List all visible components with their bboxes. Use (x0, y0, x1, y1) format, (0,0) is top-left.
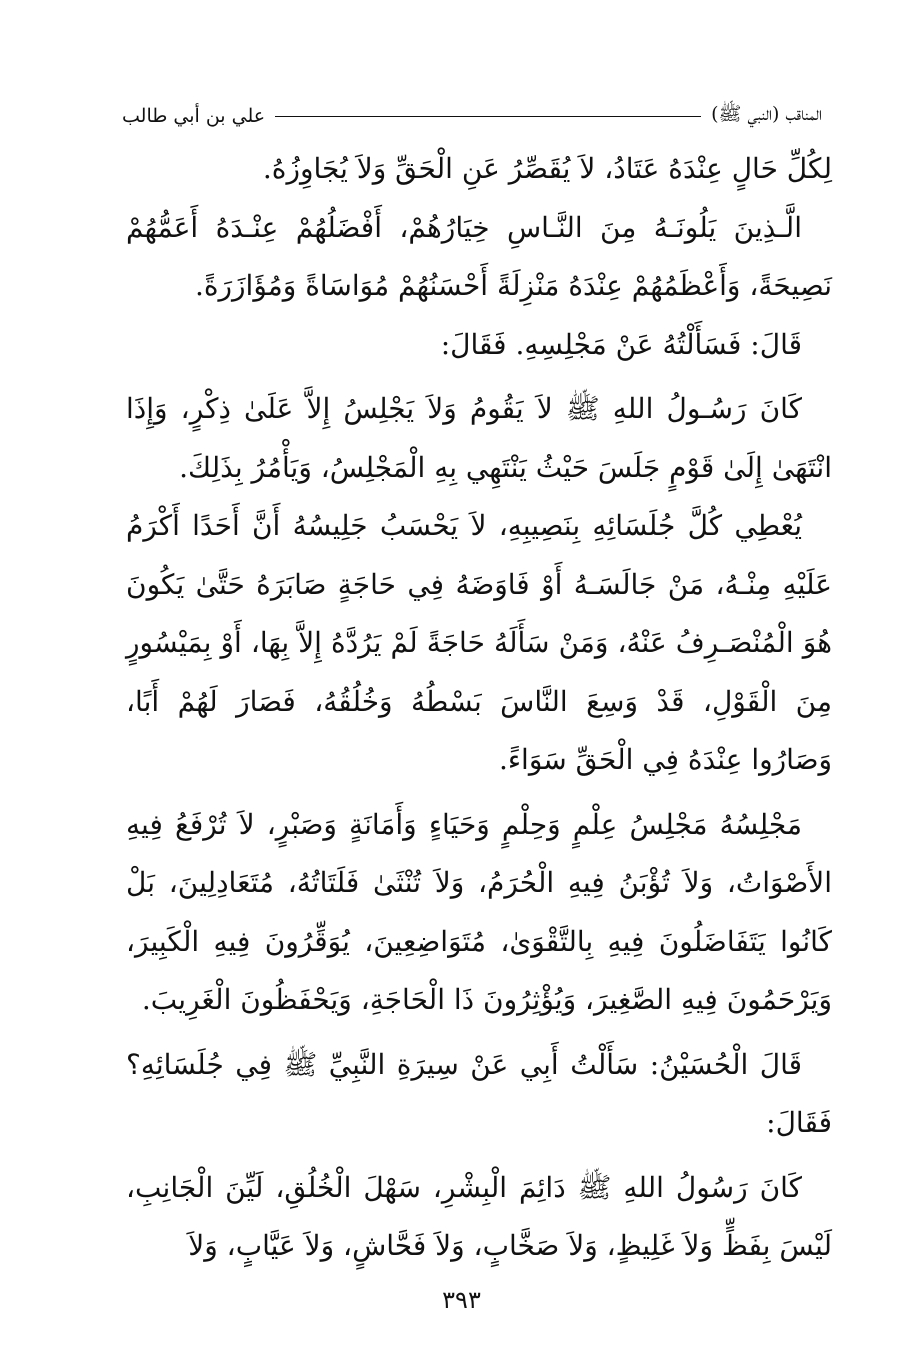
header-rule (275, 116, 701, 117)
page-body (126, 140, 832, 1276)
running-header (122, 96, 822, 136)
header-book-title: علي بن أبي طالب (122, 105, 266, 127)
paragraph: كَانَ رَسُـولُ اللهِ ﷺ لاَ يَقُومُ وَلاَ يَجْلِسُ إِلاَّ عَلَىٰ ذِكْرٍ، وَإِذَا انْتَهَىٰ إِلَىٰ قَوْمٍ جَلَسَ حَيْثُ يَنْتَهِي بِهِ الْمَجْلِسُ، وَيَأْمُرُ بِذَلِكَ. (126, 392, 832, 484)
paragraph: كَانَ رَسُولُ اللهِ ﷺ دَائِمَ الْبِشْرِ، سَهْلَ الْخُلُقِ، لَيِّنَ الْجَانِبِ، لَيْسَ بِفَظٍّ وَلاَ غَلِيظٍ، وَلاَ صَخَّابٍ، وَلاَ فَحَّاشٍ، وَلاَ عَيَّابٍ، وَلاَ (126, 1170, 832, 1262)
page-number: ٣٩٣ (442, 1286, 481, 1314)
paragraph: لِكُلِّ حَالٍ عِنْدَهُ عَتَادُ، لاَ يُقَصِّرُ عَنِ الْحَقِّ وَلاَ يُجَاوِزُهُ. (262, 152, 832, 185)
header-section-title: المناقب (النبي ﷺ) (711, 103, 822, 125)
paragraph: قَالَ: فَسَأَلْتُهُ عَنْ مَجْلِسِهِ. فَقَالَ: (440, 327, 802, 361)
paragraph: يُعْطِي كُلَّ جُلَسَائِهِ بِنَصِيبِهِ، لاَ يَحْسَبُ جَلِيسُهُ أَنَّ أَحَدًا أَكْرَمُ عَلَيْهِ مِنْـهُ، مَنْ جَالَسَـهُ أَوْ فَاوَضَهُ فِي حَاجَةٍ صَابَرَهُ حَتَّىٰ يَكُونَ هُوَ الْمُنْصَـرِفُ عَنْهُ، وَمَنْ سَأَلَهُ حَاجَةً لَمْ يَرُدَّهُ إِلاَّ بِهَا، أَوْ بِمَيْسُورٍ مِنَ الْقَوْلِ، قَدْ وَسِعَ النَّاسَ بَسْطُهُ وَخُلُقُهُ، فَصَارَ لَهُمْ أَبًا، وَصَارُوا عِنْدَهُ فِي الْحَقِّ سَوَاءً. (126, 509, 832, 776)
paragraph: قَالَ الْحُسَيْنُ: سَأَلْتُ أَبِي عَنْ سِيرَةِ النَّبِيِّ ﷺ فِي جُلَسَائِهِ؟ فَقَالَ: (126, 1047, 832, 1139)
paragraph: مَجْلِسُهُ مَجْلِسُ عِلْمٍ وَحِلْمٍ وَحَيَاءٍ وَأَمَانَةٍ وَصَبْرٍ، لاَ تُرْفَعُ فِيهِ الأَصْوَاتُ، وَلاَ تُؤْبَنُ فِيهِ الْحُرَمُ، وَلاَ تُنْثَىٰ فَلَتَاتُهُ، مُتَعَادِلِينَ، بَلْ كَانُوا يَتَفَاضَلُونَ فِيهِ بِالتَّقْوَىٰ، مُتَوَاضِعِينَ، يُوَقِّرُونَ فِيهِ الْكَبِيرَ، وَيَرْحَمُونَ فِيهِ الصَّغِيرَ، وَيُؤْثِرُونَ ذَا الْحَاجَةِ، وَيَحْفَظُونَ الْغَرِيبَ. (126, 807, 832, 1016)
paragraph: الَّـذِينَ يَلُونَـهُ مِنَ النَّـاسِ خِيَارُهُمْ، أَفْضَلُهُمْ عِنْـدَهُ أَعَمُّهُمْ نَصِيحَةً، وَأَعْظَمُهُمْ عِنْدَهُ مَنْزِلَةً أَحْسَنُهُمْ مُوَاسَاةً وَمُؤَازَرَةً. (126, 210, 832, 302)
